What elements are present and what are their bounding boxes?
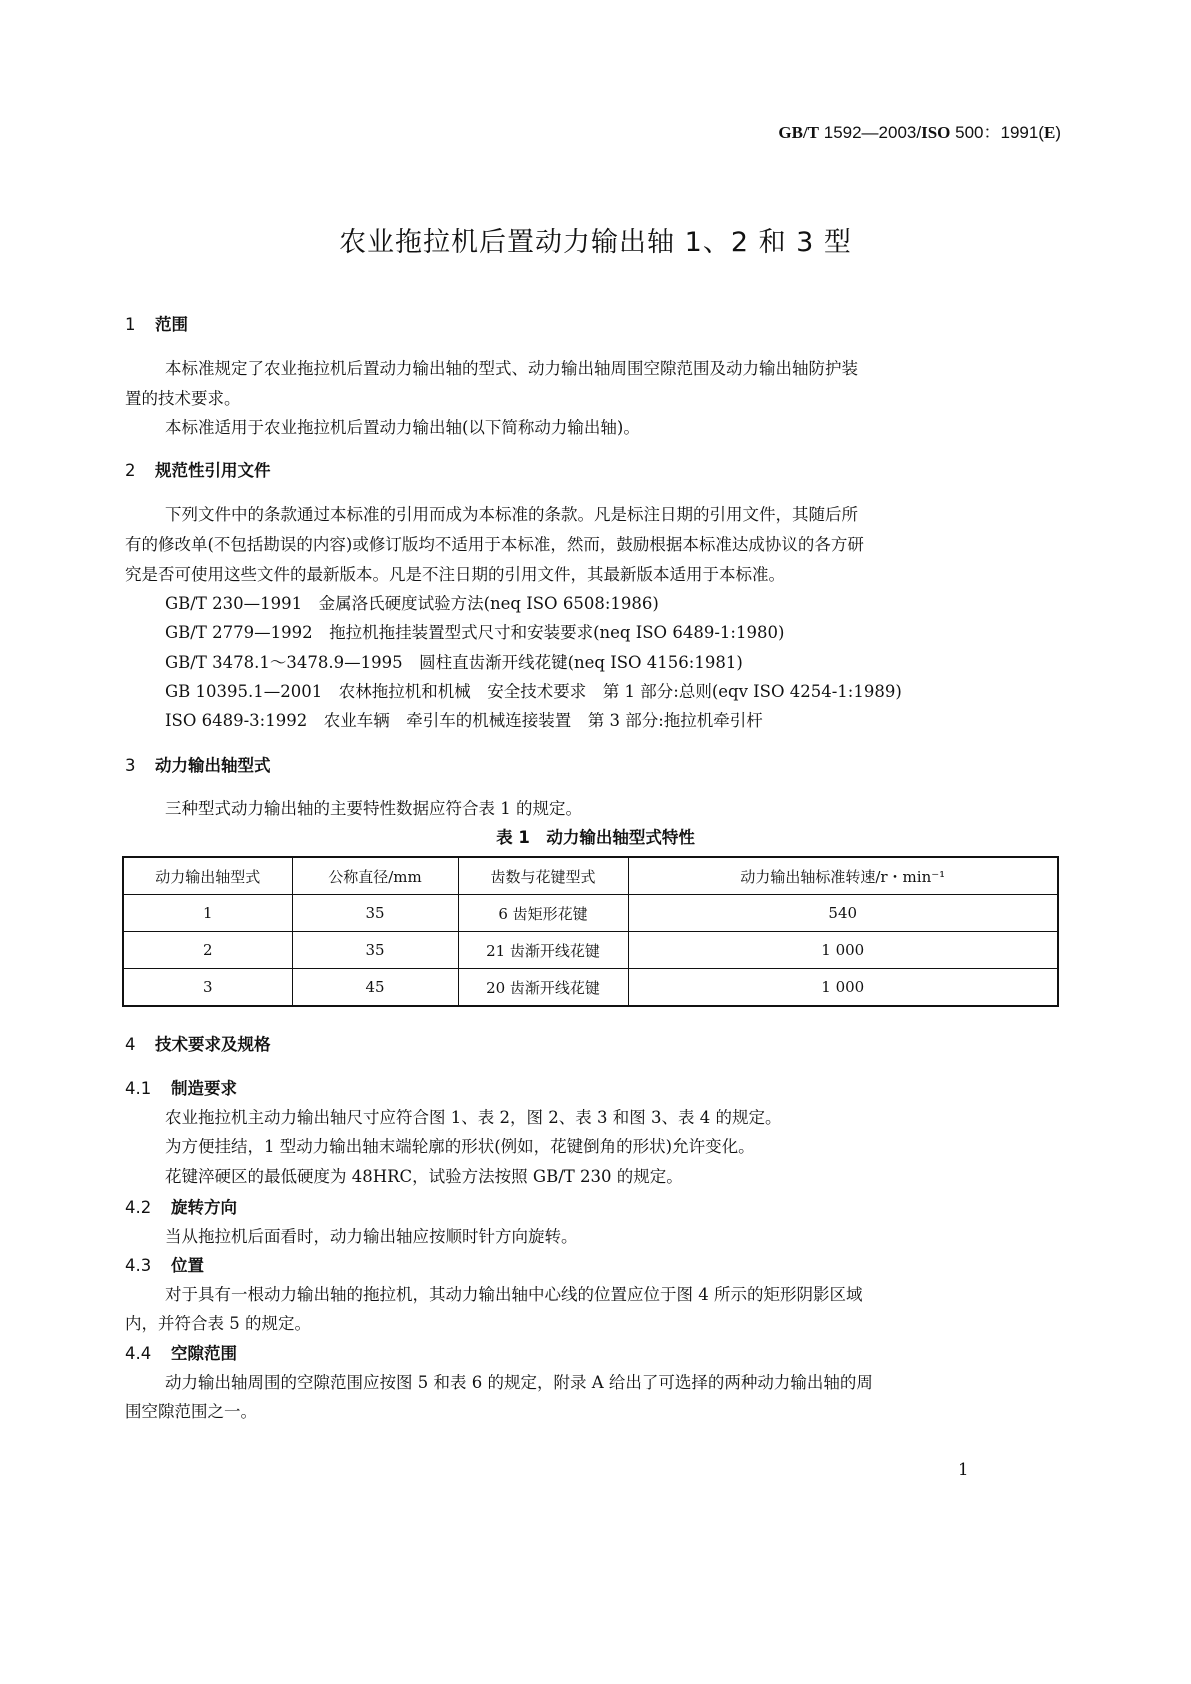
table-header-row [123,857,1058,895]
reference-item: ISO 6489-3:1992 农业车辆 牵引车的机械连接装置 第 3 部分:拖拉机牵引杆 [165,711,763,730]
paragraph: 有的修改单(不包括勘误的内容)或修订版均不适用于本标准，然而，鼓励根据本标准达成协议的各方研 [125,535,864,554]
table-row [123,932,1058,969]
table-cell: 1 [123,895,292,932]
paragraph: 下列文件中的条款通过本标准的引用而成为本标准的条款。凡是标注日期的引用文件，其随后所 [165,505,858,524]
table-cell: 45 [292,969,458,1007]
table-cell: 35 [292,932,458,969]
table-cell: 35 [292,895,458,932]
section-4-1-heading: 4.1 制造要求 [125,1079,237,1098]
paragraph: 当从拖拉机后面看时，动力输出轴应按顺时针方向旋转。 [165,1227,578,1246]
reference-item: GB/T 230—1991 金属洛氏硬度试验方法(neq ISO 6508:1986) [165,594,659,613]
paragraph: 本标准适用于农业拖拉机后置动力输出轴(以下简称动力输出轴)。 [165,418,640,437]
paragraph: 三种型式动力输出轴的主要特性数据应符合表 1 的规定。 [165,799,582,818]
paragraph: 花键淬硬区的最低硬度为 48HRC，试验方法按照 GB/T 230 的规定。 [165,1167,683,1186]
paragraph: 本标准规定了农业拖拉机后置动力输出轴的型式、动力输出轴周围空隙范围及动力输出轴防护装 [165,359,858,378]
table-1 [122,856,1059,1007]
table-cell: 2 [123,932,292,969]
table-cell: 540 [628,895,1058,932]
table-caption: 表 1 动力输出轴型式特性 [496,828,695,847]
table-cell: 21 齿渐开线花键 [458,932,628,969]
paragraph: 内，并符合表 5 的规定。 [125,1314,311,1333]
section-4-2-heading: 4.2 旋转方向 [125,1198,237,1217]
paragraph: 对于具有一根动力输出轴的拖拉机，其动力输出轴中心线的位置应位于图 4 所示的矩形阴影区域 [165,1285,863,1304]
paragraph: 究是否可使用这些文件的最新版本。凡是不注日期的引用文件，其最新版本适用于本标准。 [125,565,785,584]
table-row [123,895,1058,932]
table-cell: 20 齿渐开线花键 [458,969,628,1007]
table-header: 动力输出轴型式 [123,857,292,895]
section-3-heading: 3 动力输出轴型式 [125,756,271,775]
table-cell: 3 [123,969,292,1007]
table-cell: 1 000 [628,932,1058,969]
table-row [123,969,1058,1007]
section-4-heading: 4 技术要求及规格 [125,1035,271,1054]
paragraph: 置的技术要求。 [125,389,241,408]
paragraph: 农业拖拉机主动力输出轴尺寸应符合图 1、表 2，图 2、表 3 和图 3、表 4 的规定。 [165,1108,782,1127]
reference-item: GB/T 3478.1～3478.9—1995 圆柱直齿渐开线花键(neq ISO 4156:1981) [165,653,743,672]
table-cell: 1 000 [628,969,1058,1007]
section-4-4-heading: 4.4 空隙范围 [125,1344,237,1363]
paragraph: 为方便挂结，1 型动力输出轴末端轮廓的形状(例如，花键倒角的形状)允许变化。 [165,1137,755,1156]
page-number: 1 [958,1460,969,1479]
document-title: 农业拖拉机后置动力输出轴 1、2 和 3 型 [339,227,852,258]
section-1-heading: 1 范围 [125,315,188,334]
table-header: 公称直径/mm [292,857,458,895]
table-cell: 6 齿矩形花键 [458,895,628,932]
section-2-heading: 2 规范性引用文件 [125,461,271,480]
section-4-3-heading: 4.3 位置 [125,1256,204,1275]
standard-number-header: GB/T 1592—2003/ISO 500：1991(E) [778,123,1061,142]
paragraph: 围空隙范围之一。 [125,1402,257,1421]
table-header: 齿数与花键型式 [458,857,628,895]
reference-item: GB/T 2779—1992 拖拉机拖挂装置型式尺寸和安装要求(neq ISO 6489-1:1980) [165,623,785,642]
table-header: 动力输出轴标准转速/r・min⁻¹ [628,857,1058,895]
reference-item: GB 10395.1—2001 农林拖拉机和机械 安全技术要求 第 1 部分:总则(eqv ISO 4254-1:1989) [165,682,902,701]
paragraph: 动力输出轴周围的空隙范围应按图 5 和表 6 的规定，附录 A 给出了可选择的两种动力输出轴的周 [165,1373,873,1392]
